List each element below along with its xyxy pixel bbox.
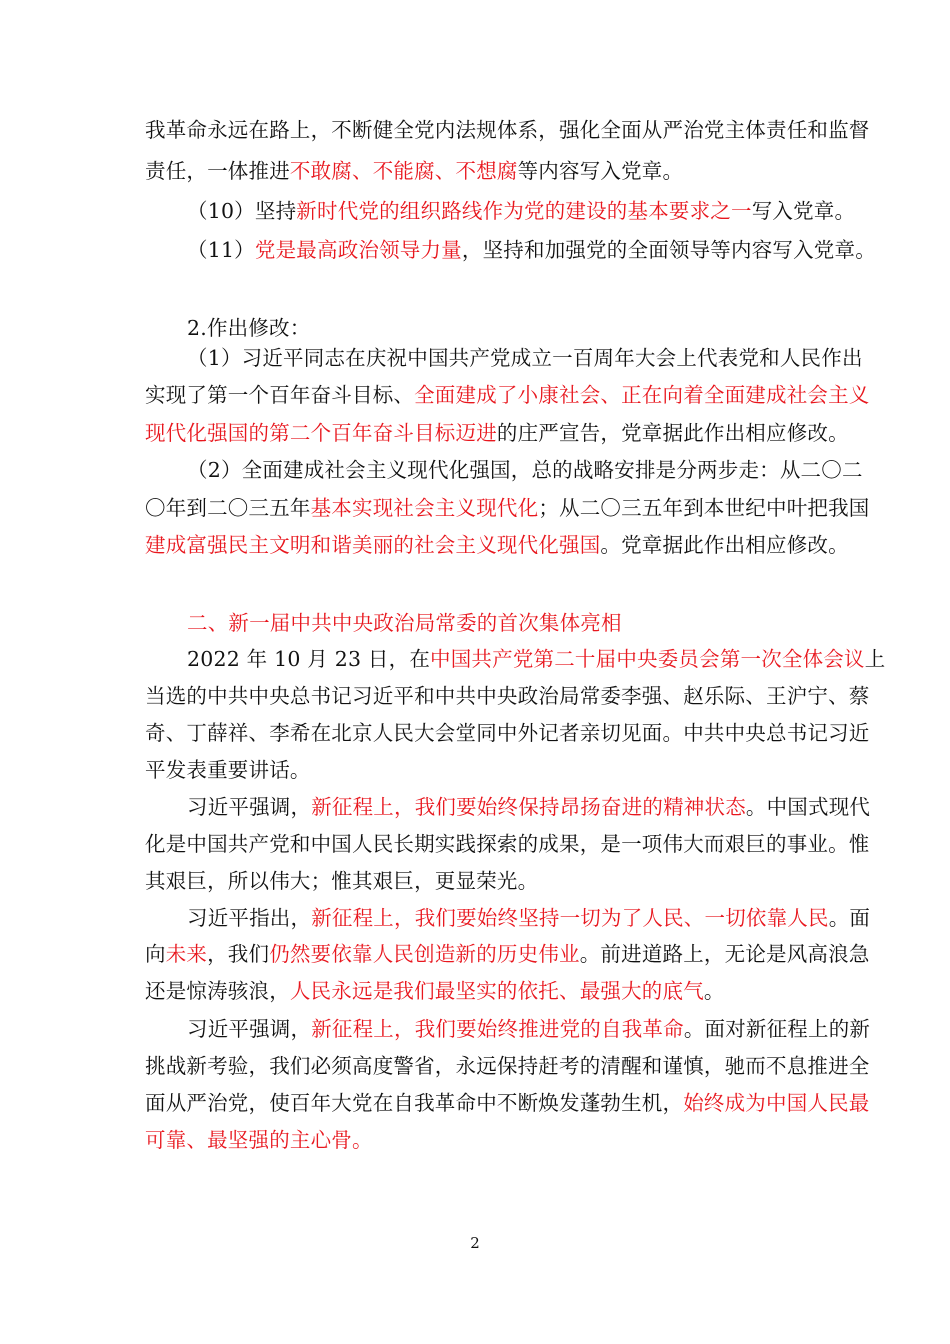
highlighted-text: 可靠、最坚强的主心骨 [145,1128,352,1152]
text-line [187,647,885,671]
body-text: 上 [864,647,886,671]
body-text: 挑战新考验，我们必须高度警省，永远保持赶考的清醒和谨慎，驰而不息推进全 [145,1054,870,1078]
body-text: 。前进道路上，无论是风高浪急 [579,942,870,966]
text-line [145,1128,373,1152]
body-text: 当选的中共中央总书记习近平和中共中央政治局常委李强、赵乐际、王沪宁、蔡 [145,684,870,708]
body-text: 的庄严宣告，党章据此作出相应修改。 [496,421,849,445]
text-line [145,421,849,445]
body-text: 写入党章。 [751,199,856,223]
highlighted-text: 不敢腐、不能腐、不想腐 [289,159,518,183]
highlighted-text: 建成富强民主文明和谐美丽的社会主义现代化强国 [145,533,601,557]
highlighted-text: 全面建成了小康社会、正在向着全面建成社会主义 [414,383,870,407]
highlighted-text: 新时代党的组织路线作为党的建设的基本要求之一 [296,199,752,223]
highlighted-text: 中国共产党第二十届中央委员会第一次全体会议 [430,647,865,671]
body-text: 。面 [828,906,871,930]
body-text: （1）习近平同志在庆祝中国共产党成立一百周年大会上代表党和人民作出 [187,346,863,370]
body-text: ，坚持和加强党的全面领导等内容写入党章。 [461,238,876,262]
highlighted-text: 二、新一届中共中央政治局常委的首次集体亮相 [187,611,622,635]
text-line [145,758,311,782]
text-line [187,346,863,370]
text-line [187,238,876,262]
text-line [145,684,870,708]
body-text: 2.作出修改： [187,316,311,340]
body-text: 面从严治党，使百年大党在自我革命中不断焕发蓬勃生机， [145,1091,684,1115]
body-text: （11） [187,238,255,262]
text-line [187,906,870,930]
highlighted-text: 新征程上，我们要始终坚持一切为了人民、一切依靠人民 [311,906,829,930]
highlighted-text: 党是最高政治领导力量 [254,238,462,262]
body-text: 向 [145,942,166,966]
text-line [145,1054,870,1078]
body-text: 其艰巨，所以伟大；惟其艰巨，更显荣光。 [145,869,539,893]
body-text: 奇、丁薛祥、李希在北京人民大会堂同中外记者亲切见面。中共中央总书记习近 [145,721,870,745]
body-text: 我革命永远在路上，不断健全党内法规体系，强化全面从严治党主体责任和监督 [145,118,870,142]
highlighted-text: 始终成为中国人民最 [683,1091,870,1115]
body-text: ，我们 [207,942,270,966]
body-text: 。面对新征程上的新 [683,1017,871,1041]
body-text: （2）全面建成社会主义现代化强国，总的战略安排是分两步走：从二〇二 [187,458,863,482]
body-text: 习近平指出， [187,906,312,930]
body-text: ；从二〇三五年到本世纪中叶把我国 [538,496,870,520]
body-text: 。中国式现代 [745,795,871,819]
body-text: 2022 年 10 月 23 日，在 [187,647,431,671]
section-heading [187,611,622,635]
text-line [187,458,863,482]
highlighted-text: 未来 [165,942,208,966]
text-line [145,942,870,966]
body-text: 平发表重要讲话。 [145,758,311,782]
body-text: 习近平强调， [187,795,312,819]
body-text: 习近平强调， [187,1017,312,1041]
text-line [145,721,870,745]
body-text: 实现了第一个百年奋斗目标、 [145,383,415,407]
highlighted-text: 新征程上，我们要始终保持昂扬奋进的精神状态 [311,795,746,819]
text-line [145,118,870,142]
highlighted-text: 仍然要依靠人民创造新的历史伟业 [269,942,580,966]
body-text: 〇年到二〇三五年 [145,496,311,520]
text-line [145,979,725,1003]
page-number: 2 [470,1234,480,1252]
highlighted-text: 现代化强国的第二个百年奋斗目标迈进 [145,421,497,445]
body-text: 责任，一体推进 [145,159,290,183]
text-line [145,1091,870,1115]
highlighted-text: 。 [352,1128,373,1152]
text-line [187,1017,870,1041]
text-line [145,533,849,557]
text-line [187,795,870,819]
highlighted-text: 基本实现社会主义现代化 [310,496,539,520]
highlighted-text: 新征程上，我们要始终推进党的自我革命 [311,1017,684,1041]
highlighted-text: 人民永远是我们最坚实的依托、最强大的底气 [289,979,704,1003]
body-text: 。 [703,979,725,1003]
text-line [187,199,855,223]
text-line [145,383,870,407]
body-text: （10）坚持 [187,199,297,223]
text-line [145,159,683,183]
section-heading [187,316,310,340]
body-text: 还是惊涛骇浪， [145,979,290,1003]
text-line [145,496,870,520]
body-text: 。党章据此作出相应修改。 [600,533,849,557]
body-text: 等内容写入党章。 [517,159,684,183]
body-text: 化是中国共产党和中国人民长期实践探索的成果，是一项伟大而艰巨的事业。惟 [145,832,870,856]
text-line [145,832,870,856]
text-line [145,869,538,893]
